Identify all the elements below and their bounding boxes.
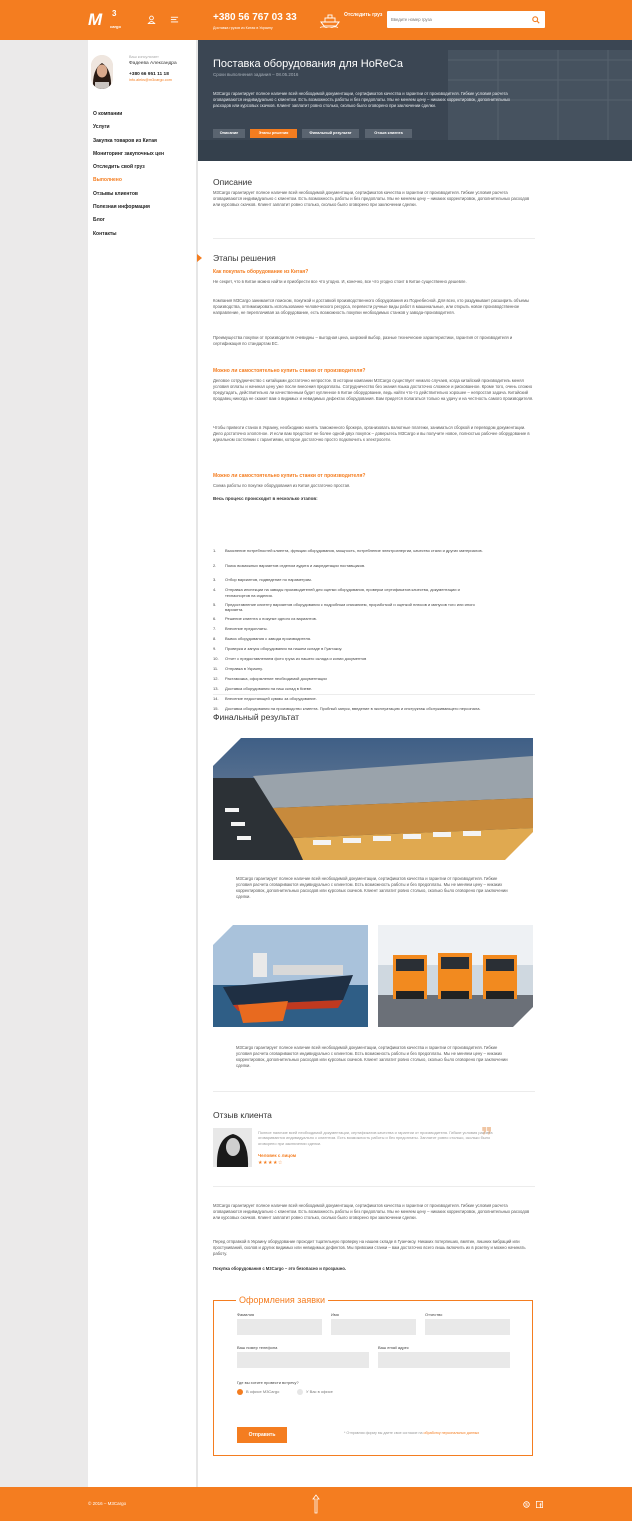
tab-result[interactable]: Финальный результат [302,129,359,138]
firstname-label: Имя [331,1312,339,1317]
form-title: Оформления заявки [236,1294,328,1306]
firstname-input[interactable] [331,1319,416,1335]
request-form [213,1295,533,1456]
phone-number[interactable]: +380 56 767 03 33 [213,12,297,23]
step-number: 7. [213,626,217,631]
radio-your-office-label: У Вас в офисе [306,1389,333,1394]
step-text: Решение клиента о покупке одного из вариантов. [225,616,317,621]
site-footer [0,1487,632,1521]
main-content [198,40,632,1487]
nav-item-blog[interactable]: Блог [93,217,105,224]
cargo-ship-icon [319,12,341,28]
section-marker [197,254,202,262]
facebook-icon[interactable] [536,1501,543,1508]
result-heading: Финальный результат [213,712,300,722]
copyright: © 2016 – M3Cargo [88,1501,127,1506]
user-icon[interactable] [147,15,156,24]
sidebar-nav [93,111,164,244]
paragraph: Деловое сотрудничество с китайцами достаточно непростое. В истории компании М3Cargo существует немало случаев, когда китайский производитель менял условия оплаты и начинал цену уже после внесения предоплаты. Сотрудничество без знания языка достаточно сложное и рискованное. Кроме того, очень сложно предугадать, действительно ли качественным будет купленное в Китае оборудование, ведь найти что-то действительно хорошее – непростая задача. Китайский продавец никогда не скажет вам о видимых и невидимых дефектах оборудования. Вам придется полагаться только на удачу и на честность самого производителя. [213,378,534,402]
step-number: 5. [213,601,217,607]
step-text: Предоставление клиенту вариантов оборудования с подробным описанием, проработкой и оценкой плюсов и минусов того или иного варианта. [225,601,475,613]
paragraph: Чтобы привезти станок в Украину, необходимо нанять таможенного брокера, организовать валютные платежи, заниматься сборкой и переводом документации. Дело достаточно хлопотное. И если вам предстоит не более одной-двух покупок – доверьтесь M3Cargo и вы получите новое, полностью рабочее оборудование в идеальном состоянии с гарантиями, которое достаточно просто подключить к электросети. [213,425,530,443]
description-heading: Описание [213,177,253,187]
review-heading: Отзыв клиента [213,1110,272,1120]
header-phone[interactable] [213,11,297,30]
step-text: Отбор вариантов, подведение по параметрам. [225,577,312,582]
nav-item-info[interactable]: Полезная информация [93,204,150,211]
radio-your-office[interactable] [297,1389,303,1395]
stages-heading: Этапы решения [213,253,276,263]
radio-office-m3cargo[interactable] [237,1389,243,1395]
nav-item-services[interactable]: Услуги [93,124,110,131]
consent-text [344,1431,479,1436]
divider [213,1091,535,1092]
question-heading: Как покупать оборудование из Китая? [213,269,309,275]
consent-link[interactable]: обработку персональных данных [423,1431,480,1435]
nav-item-track[interactable]: Отследить свой груз [93,164,145,171]
hamburger-icon[interactable] [170,15,179,24]
step-number: 6. [213,616,217,621]
summary-text: Перед отправкой в Украину оборудование проходит тщательную проверку на нашем складе в Гуанчжоу. Никаких потерпеших, вмятин, лишних вибраций или простукиваний, сколов и других видимых или невидимых дефектов. Мы привозим станки – вам достаточно всего лишь включить их в розетку и можно начинать работу. [213,1239,526,1257]
paragraph: Схема работы по покупке оборудования из Китая достаточно простая. [213,483,351,488]
question-heading: Можно ли самостоятельно купить станки от производителя? [213,368,366,374]
step-number: 13. [213,686,219,691]
step-number: 11. [213,666,219,671]
warehouse-photo [213,738,533,860]
nav-item-purchase[interactable]: Закупка товаров из Китая [93,137,157,144]
step-number: 15. [213,706,219,711]
hero-date-label: Сроки выполнения задания [213,72,271,77]
logo-superscript: 3 [112,9,117,18]
logo-cargo-text: cargo [110,24,121,29]
steps-title: Весь процесс происходит в несколько этапов: [213,496,318,501]
question-heading: Можно ли самостоятельно купить станки от производителя? [213,473,366,479]
quote-icon: ❞ [481,1123,493,1148]
step-text: Отправка в Украину. [225,666,263,671]
skype-icon[interactable] [523,1501,530,1508]
hero-banner [198,40,632,161]
step-number: 12. [213,676,219,681]
trucks-photo [378,925,533,1027]
step-text: Отчет с предоставлением фото груза из нашего склада и копии документов [225,656,367,661]
manager-email[interactable]: info.aleks@m3cargo.com [129,78,172,83]
review-author: Человек с лицом [258,1153,297,1158]
logo-mark: M [88,10,102,29]
result-text: M3Cargo гарантирует полное наличие всей необходимой документации, сертификатов качества и гарантии от производителя. Гибкие условия расчета оговариваются индивидуально с клиентом. Есть возможность работы и без предоплаты. Мы не меняем цену – никаких корректировок, дополнительных расходов или курсовых скачков. Клиент заплатит ровно столько, сколько было оговорено при заключении сделки. [236,876,508,900]
consent-label: * Отправляя форму вы даете свое согласие на [344,1431,423,1435]
step-number: 8. [213,636,217,641]
meeting-question: Где вы хотите провести встречу? [237,1380,299,1385]
divider [213,238,535,239]
search-box [387,11,545,28]
lastname-input[interactable] [237,1319,322,1335]
step-number: 10. [213,656,219,661]
hero-text: M3Cargo гарантирует полное наличие всей необходимой документации, сертификатов качества и гарантии от производителя. Гибкие условия расчета оговариваются индивидуально с клиентом. Есть возможность работы и без предоплаты. Мы не меняем цену – никаких корректировок, дополнительных расходов или курсовых скачков. Клиент заплатит ровно столько, сколько было оговорено при заключении сделки. [213,91,511,109]
patronymic-label: Отчество [425,1312,443,1317]
step-number: 3. [213,577,217,582]
step-text: Растаможка, оформление необходимой документации [225,676,327,681]
step-text: Проверка и запуск оборудования на нашем складе в Гуанчжоу. [225,646,343,651]
hero-date: Сроки выполнения задания – 08.05.2016 [213,72,299,77]
step-number: 14. [213,696,219,701]
step-text: Поиск возможных вариантов отделом аудита и аккредитации поставщиков. [225,562,366,568]
nav-item-contacts[interactable]: Контакты [93,230,117,237]
step-text: Выяснение потребностей клиента, функции оборудования, мощность, потребление электроэнергии, качество стали и других материалов. [225,548,483,553]
step-text: Вывоз оборудования с завода производителя. [225,636,312,641]
hero-date-value: 08.05.2016 [275,72,299,77]
arrow-up-icon[interactable] [312,1494,320,1514]
step-text: Доставка оборудования на производство клиента. Пробный запуск, введение в эксплуатацию и инструктаж обслуживающего персонала. [225,706,481,711]
description-text: M3Cargo гарантирует полное наличие всей необходимой документации, сертификатов качества и гарантии от производителя. Гибкие условия расчета оговариваются индивидуально с клиентом. Есть возможность работы и без предоплаты. Мы не меняем цену – никаких корректировок, дополнительных расходов или курсовых скачков. Клиент заплатит ровно столько, сколько было оговорено при заключении сделки. [213,190,530,208]
track-cargo-label: Отследить груз [344,12,383,18]
lastname-label: Фамилия [237,1312,254,1317]
phone-input[interactable] [237,1352,369,1368]
radio-office-m3cargo-label: В офисе M3Cargo [246,1389,280,1394]
step-number: 1. [213,548,217,553]
tab-review[interactable]: Отзыв клиента [365,129,412,138]
nav-item-completed[interactable]: Выполнено [93,177,122,184]
manager-avatar [91,55,113,89]
search-button[interactable] [527,11,545,28]
tab-description[interactable]: Описание [213,129,245,138]
summary-emphasis: Покупка оборудования с M3Cargo – это безопасно и прозрачно. [213,1266,347,1271]
divider [213,1186,535,1187]
search-icon [532,16,540,24]
manager-phone[interactable]: +380 66 951 11 18 [129,71,169,77]
page-title: Поставка оборудования для HoReCa [213,58,403,70]
step-text: Внесение недостающей суммы за оборудование. [225,696,317,701]
summary-text: M3Cargo гарантирует полное наличие всей необходимой документации, сертификатов качества и гарантии от производителя. Гибкие условия расчета оговариваются индивидуально с клиентом. Есть возможность работы и без предоплаты. Мы не меняем цену – никаких корректировок, дополнительных расходов или курсовых скачков. Клиент заплатит ровно столько, сколько было оговорено при заключении сделки. [213,1203,530,1221]
step-text: Отправка инспекции на заводы производителей для оценки оборудования, проверки сертификатов качества, документации и техпаспортов на изделия. [225,587,460,598]
email-label: Ваш email адрес [378,1345,409,1350]
manager-info [129,55,197,83]
step-number: 9. [213,646,217,651]
review-text: Полное наличие всей необходимой документации, сертификатов качества и гарантии от производителя. Гибкие условия расчета оговариваются индивидуально с клиентом. Есть возможность работы и без предоплаты. Заплатит ровно столько, сколько было оговорено при заключении сделки. [258,1130,493,1146]
nav-item-about[interactable]: О компании [93,111,123,117]
manager-name: Фадеева Александра [129,61,177,67]
rating-stars: ★★★★☆ [258,1160,283,1166]
divider [213,694,535,695]
step-number: 2. [213,562,217,568]
paragraph: Преимущества покупки от производителя очевидны – выгодная цена, широкий выбор, разные технические характеристики, гарантия от производителя и сертификация по стандартам ЕС. [213,335,513,347]
nav-item-reviews[interactable]: Отзывы клиентов [93,190,138,197]
nav-item-price-monitoring[interactable]: Мониторинг закупочных цен [93,150,165,157]
result-text: M3Cargo гарантирует полное наличие всей необходимой документации, сертификатов качества и гарантии от производителя. Гибкие условия расчета оговариваются индивидуально с клиентом. Есть возможность работы и без предоплаты. Мы не меняем цену – никаких корректировок, дополнительных расходов или курсовых скачков. Клиент заплатит ровно столько, сколько было оговорено при заключении сделки. [236,1045,508,1069]
phone-label: Ваш номер телефона [237,1345,278,1350]
patronymic-input[interactable] [425,1319,510,1335]
step-number: 4. [213,587,217,592]
email-input[interactable] [378,1352,510,1368]
ship-photo [213,925,368,1027]
submit-button[interactable]: Отправить [237,1427,287,1443]
logo[interactable] [88,9,122,31]
manager-role: Ваш консультант [129,55,159,59]
phone-subtitle: Доставка грузов из Китая в Украину [213,25,273,30]
reviewer-photo [213,1128,252,1167]
tab-stages[interactable]: Этапы решения [250,129,297,138]
paragraph: Компания М3Cargo занимается поиском, покупкой и доставкой производственного оборудования из Поднебесной. Для всех, кто раздумывает расширить объемы производства, оптимизировать использование человеческого ресурса, перевести ручные виды работ в машинальные, или открыть новое производственное направление, не переплачивая за оборудование, есть возможность покупки необходимых станков у завода-производителя. [213,298,530,316]
sidebar [88,40,198,1487]
search-input[interactable] [387,11,527,28]
step-text: Внесение предоплаты. [225,626,268,631]
step-text: Доставка оборудования на наш склад в Киеве. [225,686,313,691]
site-header [0,0,632,40]
paragraph: Не секрет, что в Китае можно найти и приобрести все что угодно. И, конечно, все что угодно стоит в Китае существенно дешевле. [213,279,467,284]
